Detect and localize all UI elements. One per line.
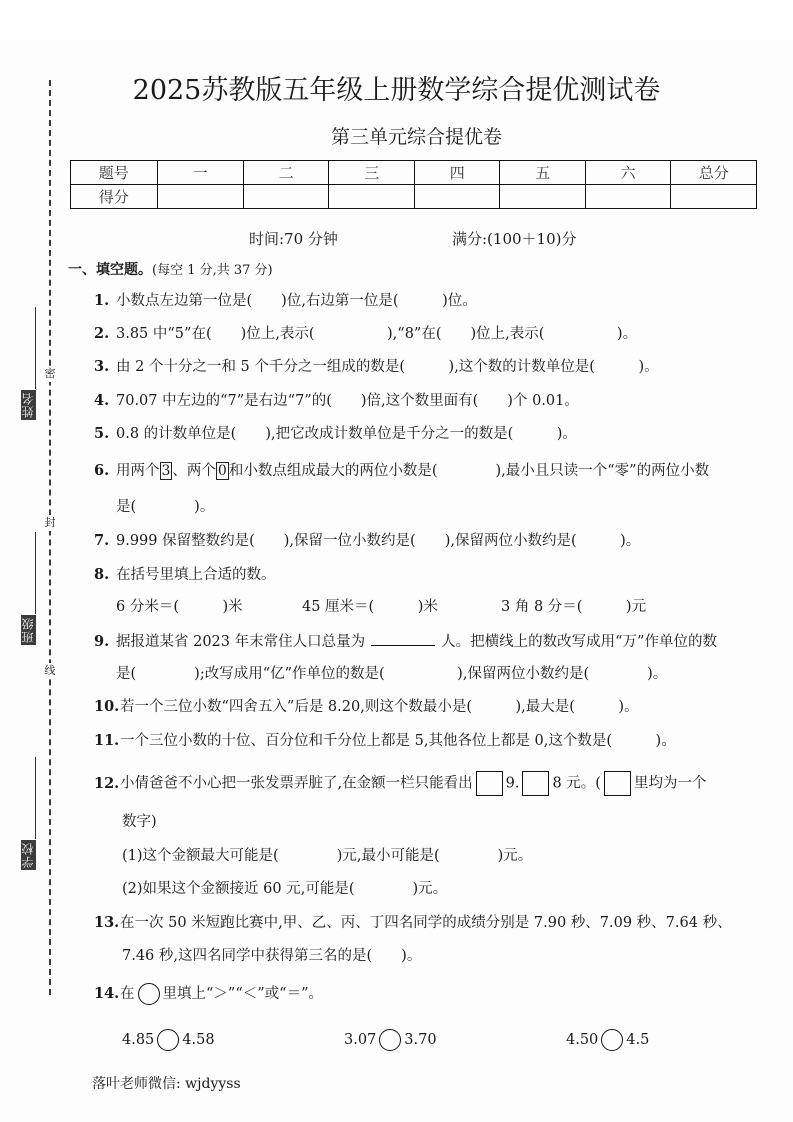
comparison-right: 3.70: [404, 1032, 437, 1048]
question-text: 里均为一个: [633, 775, 707, 792]
question-13: [94, 913, 732, 933]
header-cell-5: 五: [500, 161, 585, 185]
cut-line: [49, 80, 51, 995]
score-cell-1[interactable]: [157, 185, 244, 209]
unit-conversion-3: 3 角 8 分＝( )元: [501, 599, 647, 615]
question-6: [94, 461, 709, 481]
unit-conversion-2: 45 厘米＝( )米: [302, 599, 438, 615]
comparison-2: [344, 1029, 437, 1051]
question-3: [94, 357, 659, 377]
comparison-left: 3.07: [344, 1032, 377, 1048]
name-field-label: 姓名: [21, 392, 35, 418]
comparison-right: 4.58: [182, 1032, 215, 1048]
header-cell-2: 二: [244, 161, 329, 185]
exam-title: 2025苏教版五年级上册数学综合提优测试卷: [132, 75, 661, 106]
section-1-heading: [68, 259, 273, 279]
boxed-digit-0: 0: [217, 463, 227, 479]
header-cell-1: 一: [157, 161, 244, 185]
question-text: 和小数点组成最大的两位小数是( ),最小且只读一个“零”的两位小数: [228, 463, 710, 479]
comparison-right: 4.5: [626, 1032, 650, 1048]
comparison-circle-2[interactable]: [379, 1029, 401, 1051]
header-cell-4: 四: [414, 161, 499, 185]
seal-char-xian: 线: [42, 663, 58, 679]
score-cell-3[interactable]: [329, 185, 414, 209]
question-1: [94, 291, 477, 311]
question-number: 3.: [94, 358, 110, 375]
comparison-left: 4.50: [566, 1032, 599, 1048]
question-4: [94, 391, 579, 411]
score-cell-label: 得分: [71, 185, 158, 209]
score-cell-4[interactable]: [414, 185, 499, 209]
question-text: 用两个: [116, 463, 160, 479]
question-number: 2.: [94, 325, 110, 342]
boxed-digit-3: 3: [161, 463, 171, 479]
question-text: 一个三位小数的十位、百分位和千分位上都是 5,其他各位上都是 0,这个数是( )。: [120, 733, 676, 749]
question-number: 13.: [94, 914, 120, 931]
question-9: [94, 631, 717, 652]
question-text: 小倩爸爸不小心把一张发票弄脏了,在金额一栏只能看出: [120, 775, 473, 792]
question-text: 由 2 个十分之一和 5 个千分之一组成的数是( ),这个数的计数单位是( )。: [116, 359, 659, 375]
question-number: 14.: [94, 985, 120, 1002]
question-12-line-2: 数字): [122, 814, 157, 830]
seal-char-mi: 密: [42, 366, 58, 382]
header-cell-6: 六: [585, 161, 670, 185]
question-5: [94, 424, 577, 444]
score-cell-6[interactable]: [585, 185, 670, 209]
comparison-1: [122, 1029, 215, 1051]
population-blank-line[interactable]: [371, 631, 435, 646]
full-score: 满分:(100＋10)分: [452, 230, 577, 248]
digit-box-legend: [604, 771, 631, 796]
comparison-3: [566, 1029, 649, 1051]
question-text: 70.07 中左边的“7”是右边“7”的( )倍,这个数里面有( )个 0.01。: [116, 393, 579, 409]
time-limit: 时间:70 分钟: [249, 230, 338, 248]
question-number: 9.: [94, 633, 110, 650]
circle-icon: [138, 983, 160, 1005]
question-text: 在括号里填上合适的数。: [116, 567, 276, 583]
question-number: 6.: [94, 462, 110, 479]
question-14: [94, 983, 323, 1005]
question-text: 人。把横线上的数改写成用“万”作单位的数: [441, 634, 717, 650]
question-text: 里填上“＞”“＜”或“＝”。: [162, 986, 323, 1002]
name-field-line[interactable]: [35, 307, 36, 389]
question-2: [94, 324, 637, 344]
unit-conversion-1: 6 分米＝( )米: [116, 599, 243, 615]
score-cell-total[interactable]: [671, 185, 757, 209]
question-text: 8 元。(: [552, 775, 601, 792]
comparison-circle-3[interactable]: [601, 1029, 623, 1051]
question-number: 8.: [94, 566, 110, 583]
seal-char-feng: 封: [42, 515, 58, 531]
question-9-line-2: 是( );改写成用“亿”作单位的数是( ),保留两位小数约是( )。: [116, 666, 668, 682]
question-7: [94, 531, 640, 551]
question-text: 小数点左边第一位是( )位,右边第一位是( )位。: [116, 293, 477, 309]
question-13-line-2: 7.46 秒,这四名同学中获得第三名的是( )。: [122, 948, 422, 964]
question-text: 9.: [505, 775, 520, 792]
class-field-line[interactable]: [35, 532, 36, 614]
comparison-left: 4.85: [122, 1032, 155, 1048]
question-text: 0.8 的计数单位是( ),把它改成计数单位是千分之一的数是( )。: [116, 426, 577, 442]
question-10: [94, 697, 639, 717]
question-text: 若一个三位小数“四舍五入”后是 8.20,则这个数最小是( ),最大是( )。: [120, 699, 639, 715]
question-text: 3.85 中“5”在( )位上,表示( ),“8”在( )位上,表示( )。: [116, 326, 638, 342]
question-8: [94, 565, 276, 585]
question-number: 7.: [94, 532, 110, 549]
school-field-line[interactable]: [35, 757, 36, 839]
score-cell-2[interactable]: [244, 185, 329, 209]
header-cell-3: 三: [329, 161, 414, 185]
question-text: 9.999 保留整数约是( ),保留一位小数约是( ),保留两位小数约是( )。: [116, 533, 641, 549]
question-number: 1.: [94, 292, 110, 309]
header-cell-total: 总分: [671, 161, 757, 185]
question-text: 、两个: [172, 463, 216, 479]
question-number: 11.: [94, 732, 120, 749]
header-cell-label: 题号: [71, 161, 158, 185]
exam-subtitle: 第三单元综合提优卷: [330, 126, 502, 148]
question-number: 10.: [94, 698, 120, 715]
class-field-label: 班级: [21, 617, 35, 643]
question-6-line-2: 是( )。: [116, 499, 215, 515]
question-12-sub-2: (2)如果这个金额接近 60 元,可能是( )元。: [122, 881, 448, 897]
comparison-circle-1[interactable]: [157, 1029, 179, 1051]
section-1-note: (每空 1 分,共 37 分): [152, 263, 273, 278]
school-field-label: 学校: [21, 842, 35, 868]
score-table: [70, 160, 757, 209]
question-number: 12.: [94, 774, 120, 792]
digit-box-1[interactable]: [476, 771, 503, 796]
question-11: [94, 731, 676, 751]
question-12-sub-1: (1)这个金额最大可能是( )元,最小可能是( )元。: [122, 848, 533, 864]
digit-box-2[interactable]: [522, 771, 549, 796]
question-12: [94, 771, 706, 796]
question-text: 在一次 50 米短跑比赛中,甲、乙、丙、丁四名同学的成绩分别是 7.90 秒、7.09 秒、7.64 秒、: [120, 915, 732, 931]
question-number: 4.: [94, 392, 110, 409]
score-cell-5[interactable]: [500, 185, 585, 209]
footer-watermark: 落叶老师微信: wjdyyss: [92, 1076, 241, 1092]
question-number: 5.: [94, 425, 110, 442]
score-table-score-row: [71, 185, 757, 209]
top-margin: [0, 0, 793, 40]
section-1-title: 一、填空题。: [68, 262, 152, 278]
question-text: 据报道某省 2023 年末常住人口总量为: [116, 634, 366, 650]
question-text: 在: [120, 986, 135, 1002]
score-table-header-row: [71, 161, 757, 185]
